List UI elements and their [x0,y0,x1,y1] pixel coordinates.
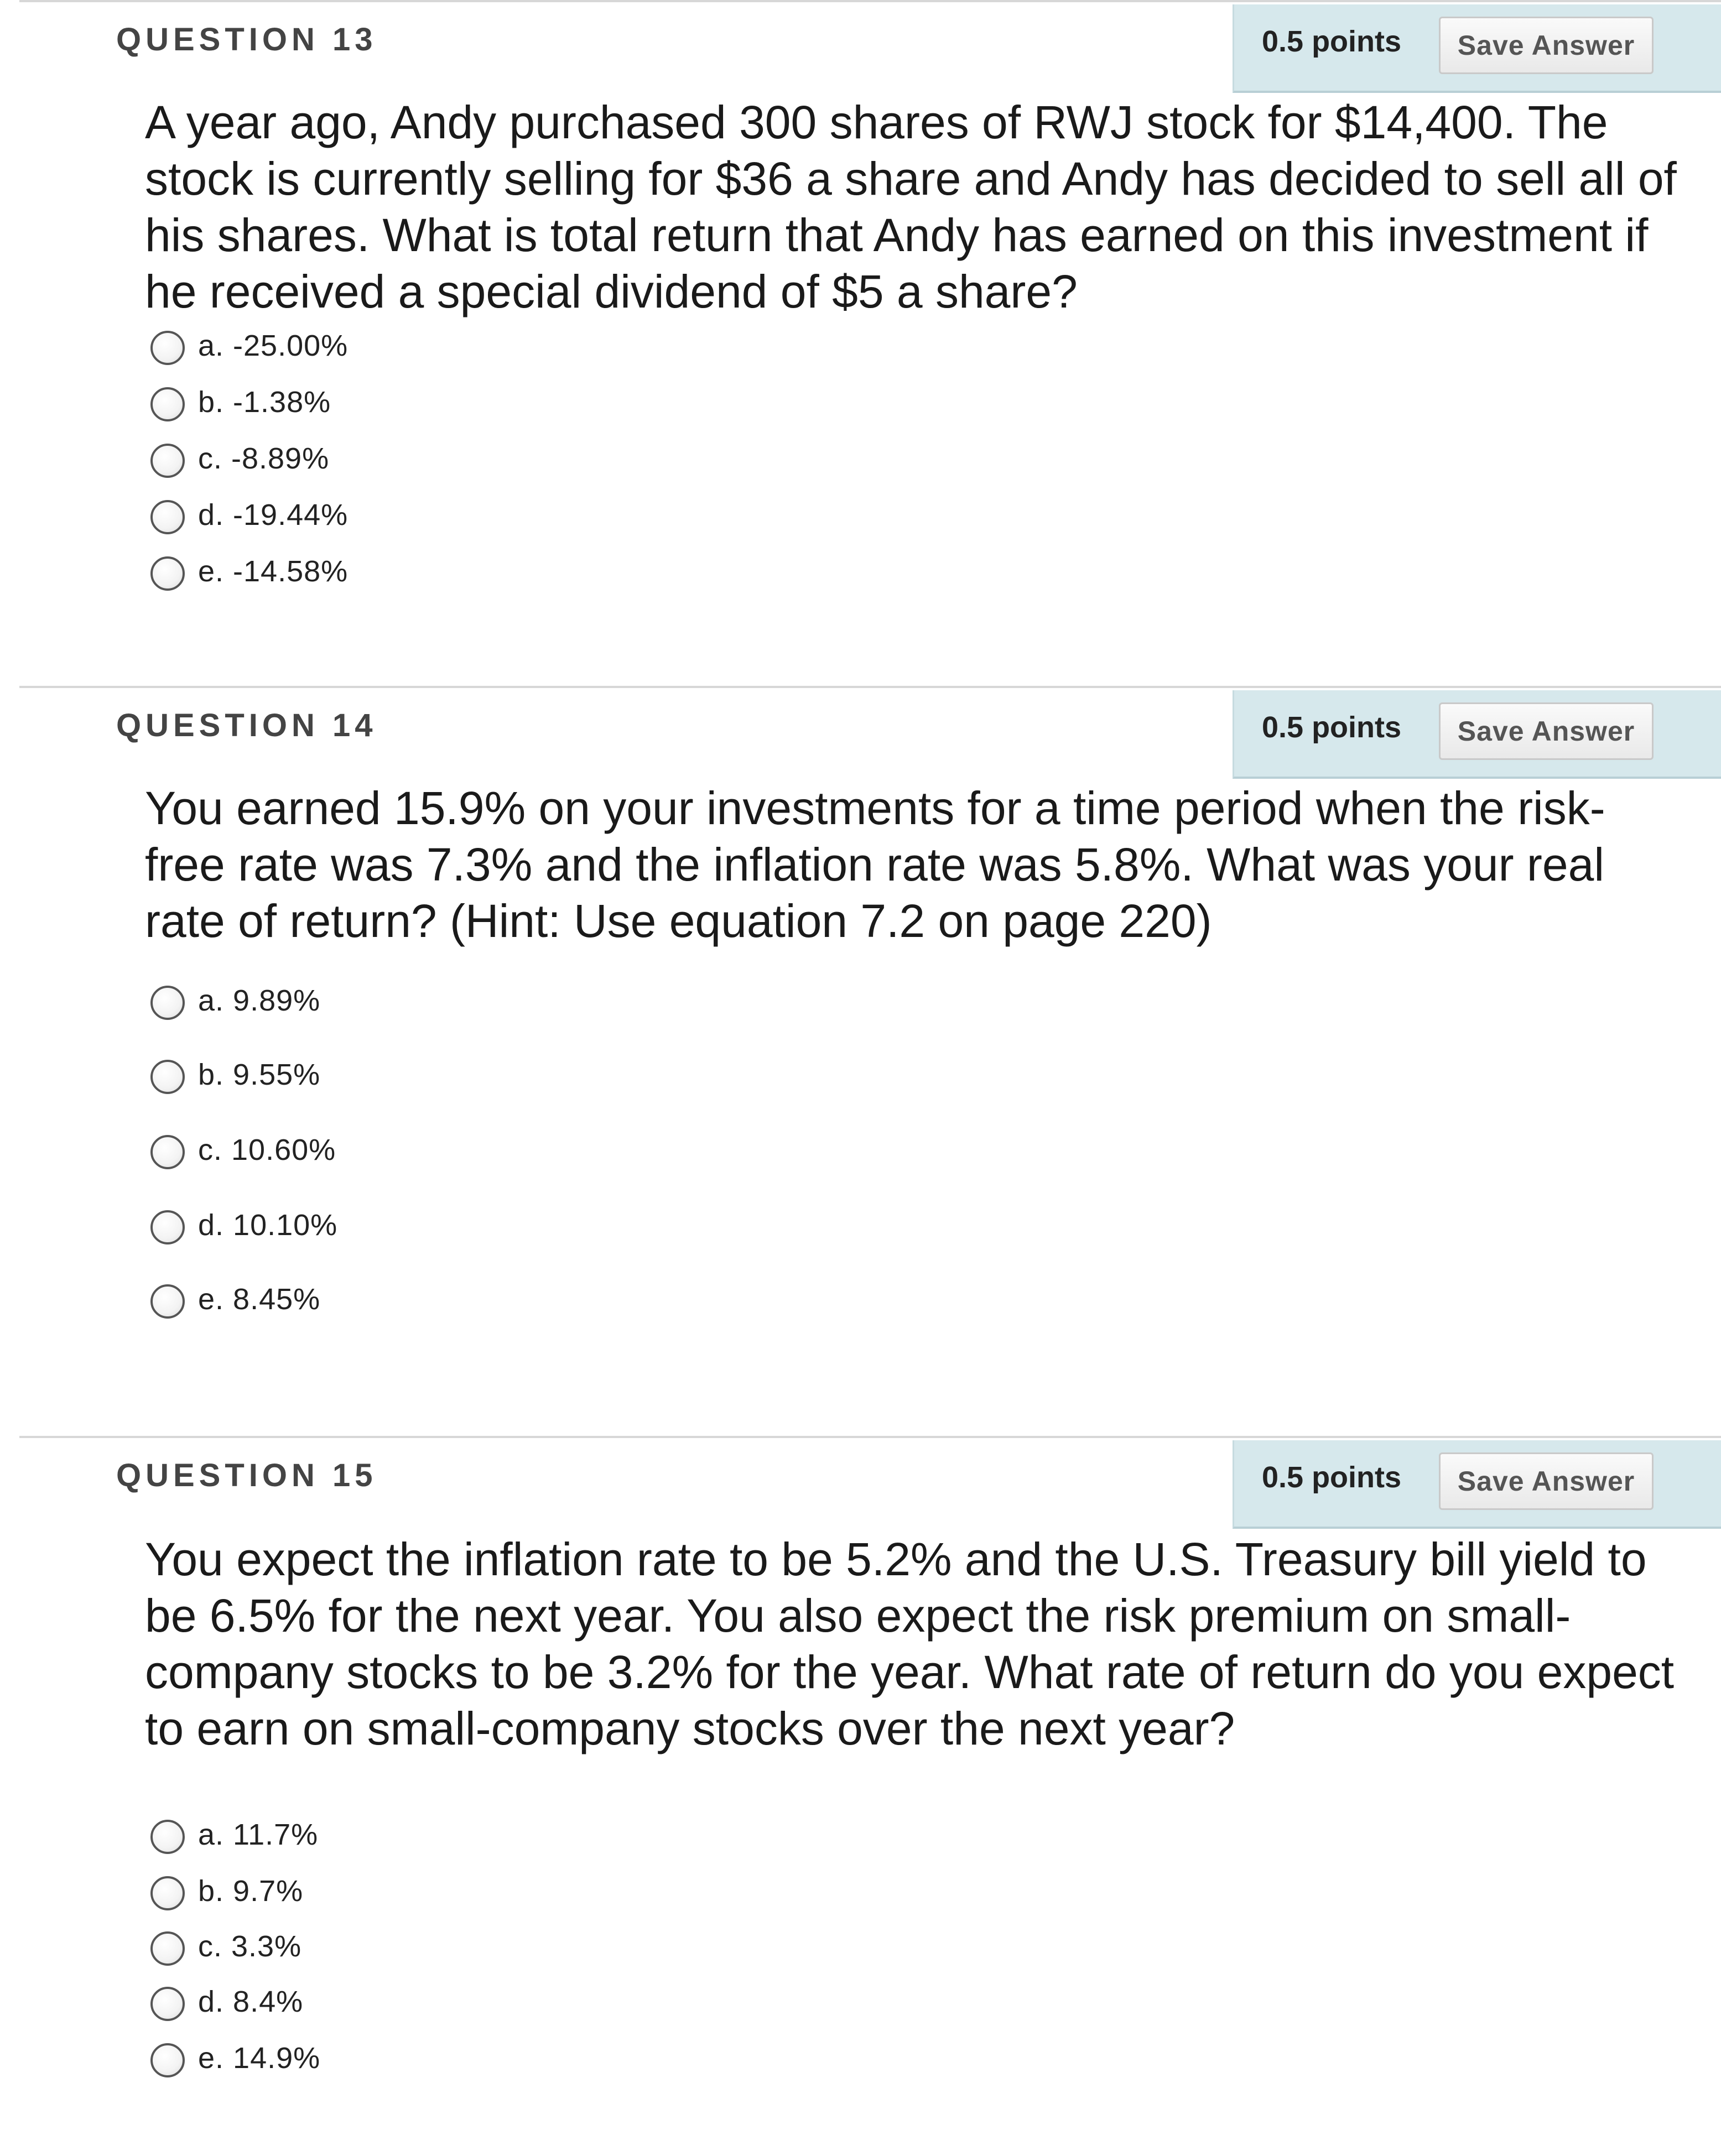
question-divider [19,0,1721,2]
question-title: QUESTION 14 [116,707,377,743]
radio-button[interactable] [150,1876,185,1910]
question-title: QUESTION 13 [116,22,377,58]
option-label: c. -8.89% [198,442,330,475]
radio-button[interactable] [150,500,185,534]
radio-button[interactable] [150,1210,185,1244]
option-label: d. 8.4% [198,1985,304,2018]
option-label: e. 14.9% [198,2042,321,2075]
radio-button[interactable] [150,2043,185,2077]
radio-button[interactable] [150,986,185,1020]
question-title: QUESTION 15 [116,1457,377,1493]
question-text: You earned 15.9% on your investments for a time period when the risk-free rate was 7.3% and the inflation rate was 5.8%. What was your real rate of return? (Hint: Use equation 7.2 on page 220) [145,782,1605,947]
points-panel [1233,690,1721,779]
radio-button[interactable] [150,444,185,478]
option-label: a. 9.89% [198,984,321,1017]
save-answer-button[interactable]: Save Answer [1439,1452,1654,1510]
option-label: d. 10.10% [198,1209,338,1242]
option-label: b. 9.7% [198,1874,304,1908]
radio-button[interactable] [150,1060,185,1094]
option-label: d. -19.44% [198,498,349,532]
radio-button[interactable] [150,331,185,365]
radio-button[interactable] [150,387,185,421]
radio-button[interactable] [150,1820,185,1854]
points-label: 0.5 points [1262,711,1402,744]
option-label: b. 9.55% [198,1058,321,1091]
save-answer-button[interactable]: Save Answer [1439,702,1654,760]
radio-button[interactable] [150,1284,185,1319]
question-text: You expect the inflation rate to be 5.2% and the U.S. Treasury bill yield to be 6.5% for the next year. You also expect the risk premium on small-company stocks to be 3.2% for the year. What rate of return do you expect to earn on small-company stocks over the next year? [145,1533,1675,1754]
question-divider [19,1436,1721,1438]
option-label: c. 10.60% [198,1133,336,1166]
option-label: e. -14.58% [198,555,349,588]
question-text: A year ago, Andy purchased 300 shares of RWJ stock for $14,400. The stock is currently selling for $36 a share and Andy has decided to sell all of his shares. What is total return that Andy has earned on this investment if he received a special dividend of $5 a share? [145,96,1677,317]
option-label: a. -25.00% [198,329,349,362]
save-answer-button[interactable]: Save Answer [1439,17,1654,74]
radio-button[interactable] [150,556,185,591]
points-panel [1233,4,1721,93]
radio-button[interactable] [150,1987,185,2021]
radio-button[interactable] [150,1135,185,1169]
points-label: 0.5 points [1262,1461,1402,1494]
points-label: 0.5 points [1262,25,1402,58]
points-panel [1233,1440,1721,1529]
radio-button[interactable] [150,1931,185,1966]
option-label: a. 11.7% [198,1818,319,1851]
question-divider [19,686,1721,688]
option-label: b. -1.38% [198,386,331,419]
option-label: e. 8.45% [198,1283,321,1316]
option-label: c. 3.3% [198,1930,302,1963]
